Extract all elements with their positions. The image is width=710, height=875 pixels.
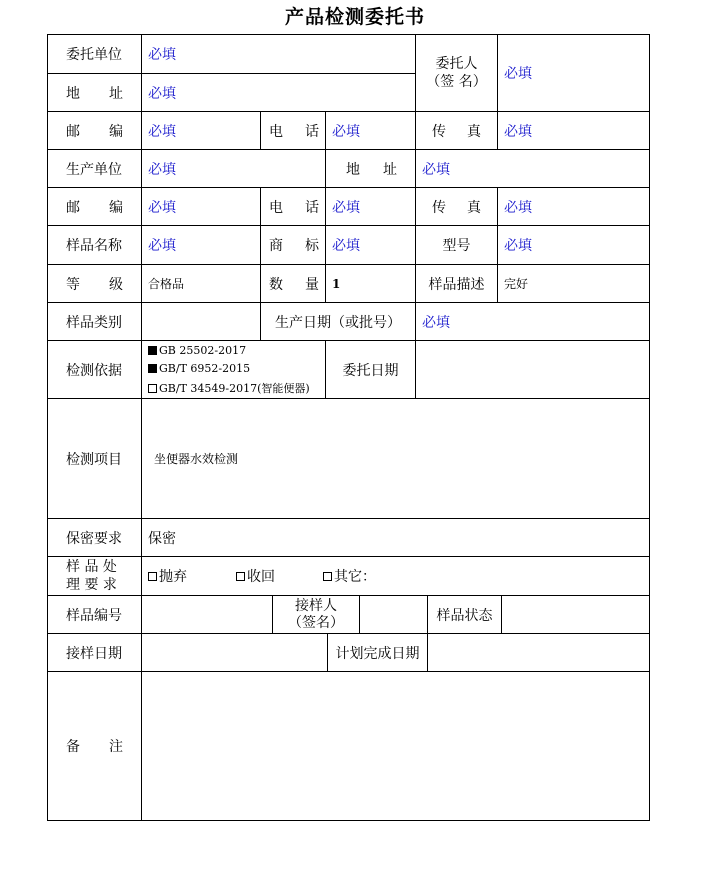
test-items-field[interactable]: 坐便器水效检测	[154, 452, 239, 466]
standard-option[interactable]: GB/T 6952-2015	[148, 362, 250, 375]
commission-date-label: 委托日期	[342, 362, 399, 379]
client-zip-field[interactable]: 必填	[148, 123, 176, 140]
production-date-field[interactable]: 必填	[422, 314, 450, 331]
producer-address-label: 地 址	[346, 161, 397, 178]
test-basis-label: 检测依据	[66, 362, 122, 379]
planned-finish-date-field[interactable]	[428, 634, 649, 671]
model-field[interactable]: 必填	[504, 238, 532, 254]
disposal-label: 样 品 处 理 要 求	[66, 559, 117, 593]
client-unit-label: 委托单位	[66, 47, 122, 63]
sample-category-label: 样品类别	[66, 314, 122, 331]
checkbox-empty-icon	[148, 572, 157, 581]
client-unit-field[interactable]: 必填	[148, 47, 176, 63]
sample-name-field[interactable]: 必填	[148, 238, 176, 254]
standard-option[interactable]: GB 25502-2017	[148, 344, 246, 357]
sample-state-label: 样品状态	[436, 607, 493, 624]
producer-unit-label: 生产单位	[66, 161, 122, 178]
client-phone-label: 电 话	[269, 123, 319, 140]
confidential-label: 保密要求	[66, 530, 122, 547]
model-label: 型号	[442, 238, 471, 254]
producer-unit-field[interactable]: 必填	[148, 161, 176, 178]
checkbox-checked-icon	[148, 364, 157, 373]
h-line	[47, 820, 650, 821]
producer-zip-field[interactable]: 必填	[148, 199, 176, 216]
client-zip-label: 邮 编	[66, 123, 123, 140]
client-address-field[interactable]: 必填	[148, 85, 176, 102]
disposal-option-return[interactable]: 收回	[236, 566, 275, 586]
sample-state-field[interactable]	[502, 596, 649, 633]
sample-category-field[interactable]	[142, 303, 260, 340]
standard-option[interactable]: GB/T 34549-2017(智能便器)	[148, 380, 310, 396]
brand-field[interactable]: 必填	[332, 238, 360, 254]
receiver-field[interactable]	[360, 596, 427, 633]
confidential-field[interactable]: 保密	[148, 530, 176, 547]
producer-fax-field[interactable]: 必填	[504, 199, 532, 216]
sample-number-label: 样品编号	[66, 607, 122, 624]
receiver-label: 接样人 （签名）	[288, 597, 344, 631]
client-phone-field[interactable]: 必填	[332, 123, 360, 140]
producer-phone-label: 电 话	[269, 199, 319, 216]
sample-desc-field[interactable]: 完好	[504, 277, 529, 291]
remarks-label: 备 注	[66, 739, 123, 755]
disposal-option-other[interactable]: 其它：	[323, 566, 376, 586]
planned-finish-date-label: 计划完成日期	[335, 645, 420, 662]
sample-number-field[interactable]	[142, 596, 272, 633]
page-title: 产品检测委托书	[284, 6, 425, 28]
producer-address-field[interactable]: 必填	[422, 161, 450, 178]
receive-date-field[interactable]	[142, 634, 327, 671]
receive-date-label: 接样日期	[66, 645, 122, 662]
test-items-label: 检测项目	[66, 451, 122, 468]
client-fax-label: 传 真	[432, 123, 481, 140]
checkbox-empty-icon	[323, 572, 332, 581]
quantity-field[interactable]: 1	[332, 276, 341, 291]
sample-name-label: 样品名称	[66, 238, 122, 254]
disposal-option-discard[interactable]: 抛弃	[148, 566, 187, 586]
sample-desc-label: 样品描述	[428, 276, 485, 293]
client-address-label: 地 址	[66, 85, 123, 102]
checkbox-empty-icon	[236, 572, 245, 581]
checkbox-empty-icon	[148, 384, 157, 393]
quantity-label: 数 量	[269, 276, 319, 293]
checkbox-checked-icon	[148, 346, 157, 355]
client-person-field[interactable]: 必填	[504, 66, 532, 82]
production-date-label: 生产日期（或批号）	[275, 314, 401, 331]
v-line	[649, 34, 650, 821]
producer-phone-field[interactable]: 必填	[332, 199, 360, 216]
grade-field[interactable]: 合格品	[148, 277, 185, 291]
producer-fax-label: 传 真	[432, 199, 481, 216]
client-person-label: 委托人 （签 名）	[426, 56, 487, 90]
brand-label: 商 标	[269, 238, 319, 254]
producer-zip-label: 邮 编	[66, 199, 123, 216]
grade-label: 等 级	[66, 276, 123, 293]
client-fax-field[interactable]: 必填	[504, 123, 532, 140]
remarks-field[interactable]	[142, 672, 649, 820]
commission-date-field[interactable]	[416, 341, 649, 398]
